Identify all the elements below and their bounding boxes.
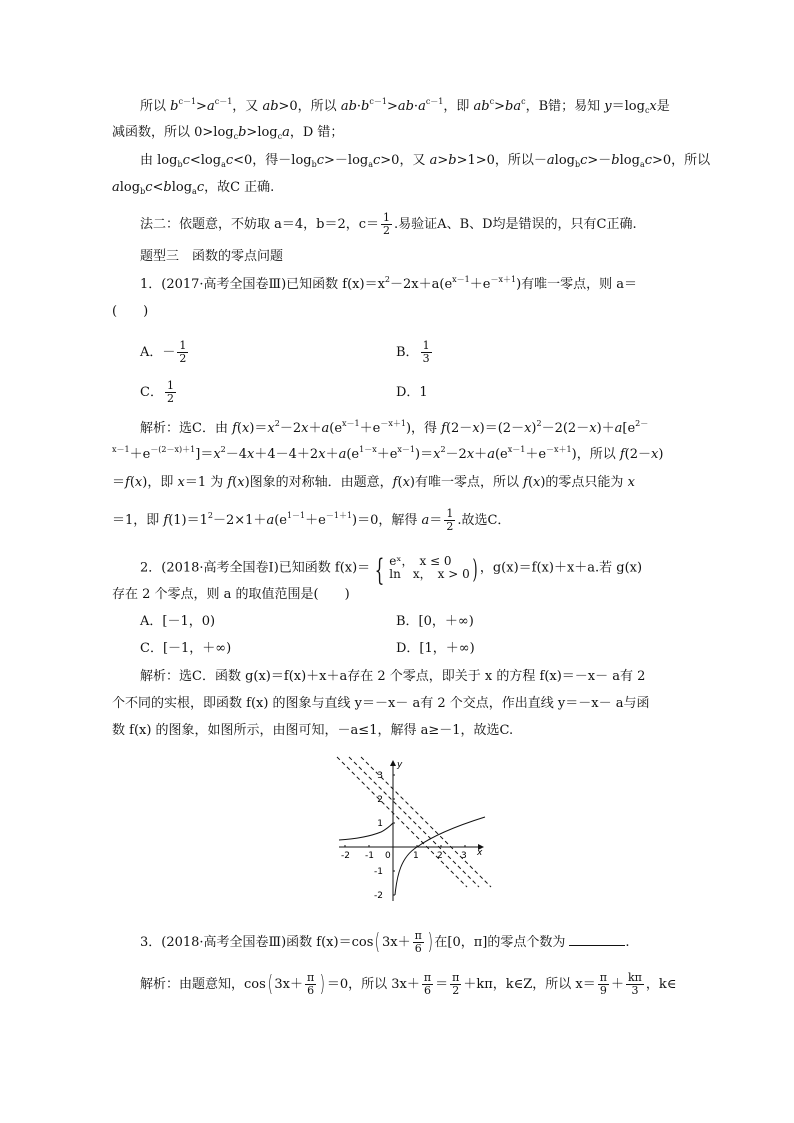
q1-option-a: A．－ $\frac{1}{2}$ [140, 339, 187, 365]
q1-solution-line-1: 解析：选C．由 $f(x)=x^2-2x+a(e^{x-1}+e^{-x+1})$，得 $f(2-x)=(2-x)^2-2(2-x)+a[e^{2-}$ [140, 419, 649, 436]
q2-solution-line-3: 数 f(x) 的图象，如图所示，由图可知，－a≤1，解得 a≥－1，故选C. [112, 723, 514, 738]
y-axis-label: y [397, 760, 403, 770]
paragraph-line-2: 减函数，所以 $0>\log_cb>\log_ca$，D 错； [112, 125, 344, 141]
y-tick-label: -1 [374, 867, 383, 877]
q2-stem-line-2: 存在 2 个零点，则 a 的取值范围是( ) [112, 587, 350, 602]
y-tick-label: -2 [374, 891, 383, 901]
q1-solution-line-4: ＝1，即 $f(1)=1^2-2\times 1+a(e^{1-1}+e^{-1+1})=0$，解得 a＝ $\frac{1}{2}$ .故选C． [112, 507, 511, 533]
q1-solution-line-3: ＝f(x)，即 x＝1 为 f(x)图象的对称轴．由题意，f(x)有唯一零点，所以 f(x)的零点只能为 x [112, 475, 635, 490]
x-tick-label: -1 [365, 851, 374, 861]
q1-stem: 1．(2017·高考全国卷Ⅲ)已知函数 $f(x)=x^2-2x+a(e^{x-1}+e^{-x+1})$有唯一零点，则 a＝ [140, 275, 638, 292]
x-tick-label: -2 [341, 851, 350, 861]
q1-solution-line-2: $^{x-1}+e^{-(2-x)+1}]=x^2-4x+4-4+2x+a(e^{1-x}+e^{x-1})=x^2-2x+a(e^{x-1}+e^{-x+1})$，所以 f(2－x) [112, 445, 664, 462]
exp-curve [339, 823, 393, 840]
answer-blank [569, 945, 625, 946]
q2-solution-line-1: 解析：选C．函数 g(x)＝f(x)＋x＋a存在 2 个零点，即关于 x 的方程 f(x)＝－x－ a有 2 [140, 669, 646, 684]
q1-option-d: D．1 [396, 385, 428, 400]
x-axis-label: x [477, 848, 483, 858]
piecewise-cases: eˣ， x ≤ 0 ln x， x > 0 [389, 554, 470, 581]
y-tick-label: 2 [377, 795, 383, 805]
q1-option-b: B． $\frac{1}{3}$ [396, 339, 430, 365]
q2-option-a: A．[－1，0) [140, 614, 216, 629]
q2-option-b: B．[0，＋∞) [396, 614, 474, 629]
q2-solution-line-2: 个不同的实根，即函数 f(x) 的图象与直线 y＝－x－ a有 2 个交点，作出直线 y＝－x－ a与函 [112, 696, 650, 711]
q2-option-d: D．[1，＋∞) [396, 641, 475, 656]
dashed-line-2 [349, 757, 479, 887]
dashed-line-1 [337, 757, 467, 887]
x-tick-label: 3 [461, 851, 467, 861]
q1-option-c: C． $\frac{1}{2}$ [140, 379, 174, 405]
paragraph-line-4: alog$_b$c<blog$_a$c，故C 正确. [112, 180, 275, 196]
y-tick-label: 1 [377, 819, 383, 829]
function-graph [335, 755, 495, 905]
y-tick-label: 3 [377, 771, 383, 781]
x-tick-label: 2 [437, 851, 443, 861]
fraction-one-half: $\frac{1}{2}$ [383, 211, 391, 237]
method-two-line: 法二：依题意，不妨取 a＝4，b＝2，c＝ $\frac{1}{2}$ .易验证A、B、D均是错误的，只有C正确. [140, 211, 637, 237]
paragraph-line-3: 由 $\log_bc<\log_ac<0$，得$-\log_bc>-\log_ac>0$，又 a>b>1>0，所以－alog$_b$c>－blog$_a$c>0，所以 [140, 153, 711, 169]
q1-stem-paren: ( ) [112, 304, 149, 319]
x-tick-label: 1 [413, 851, 419, 861]
q3-solution: 解析：由题意知，cos( 3x＋ $\frac{\pi}{6}$ ) ＝0，所以 3x＋ $\frac{\pi}{6}$ ＝ $\frac{\pi}{2}$ ＋kπ，k∈Z，所以 x＝ $\frac{\pi}{9}$ ＋ $\frac{k\pi}{3}$ ，k∈ [140, 971, 677, 997]
q2-stem: 2．(2018·高考全国卷Ⅰ)已知函数 f(x)＝ { eˣ， x ≤ 0 ln x， x > 0 ) ，g(x)＝f(x)＋x＋a.若 g(x) [140, 552, 643, 588]
paragraph-line-1: 所以 $b^{c-1}>a^{c-1}$，又 ab>0，所以 $ab\cdot b^{c-1}>ab\cdot a^{c-1}$，即 $ab^c>ba^c$，B错；易知 $y=\log_cx$是 [140, 97, 670, 115]
q2-option-c: C．[－1，＋∞) [140, 641, 232, 656]
q3-stem: 3．(2018·高考全国卷Ⅲ)函数 f(x)＝cos( 3x＋ $\frac{\pi}{6}$ ) 在[0，π]的零点个数为 . [140, 929, 630, 955]
section-heading: 题型三 函数的零点问题 [140, 249, 284, 264]
x-tick-label: 0 [385, 851, 391, 861]
